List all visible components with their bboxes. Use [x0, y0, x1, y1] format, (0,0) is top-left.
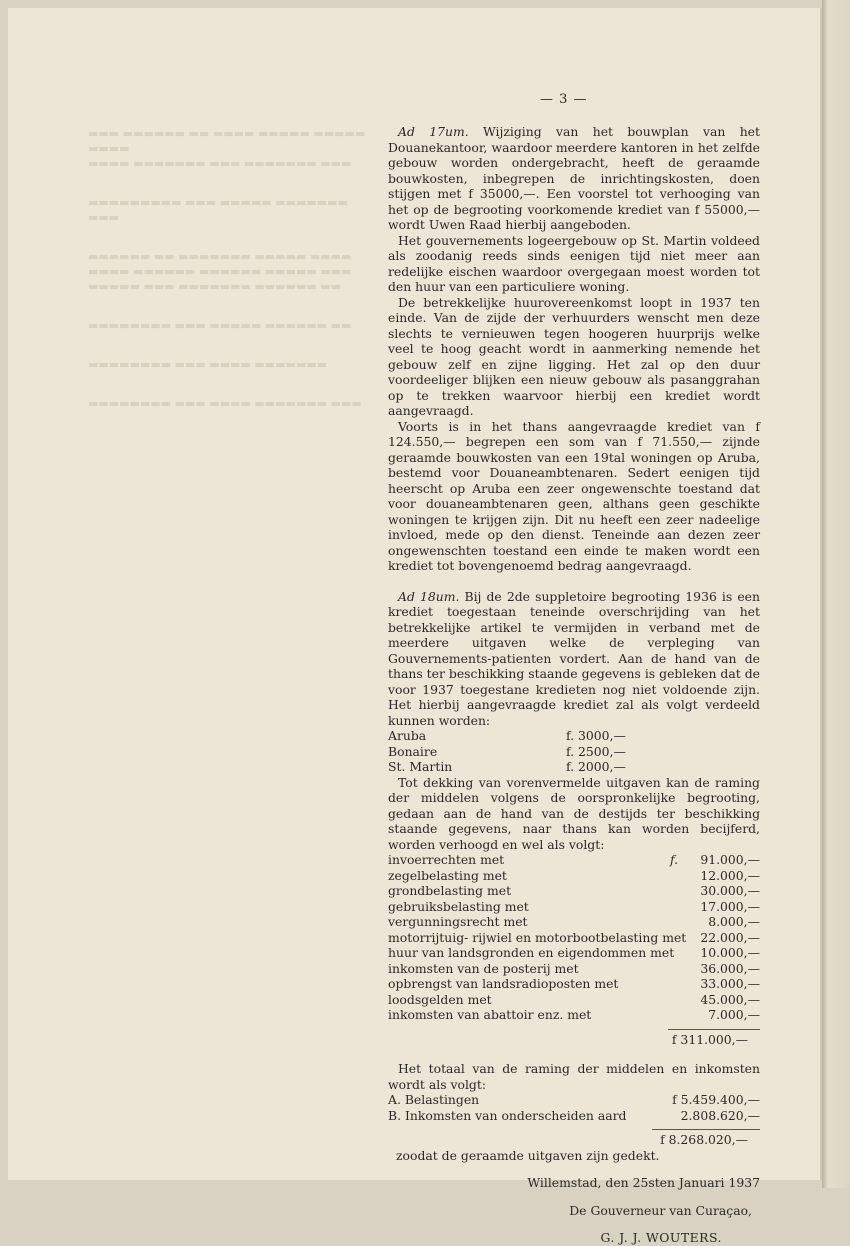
table-row	[388, 744, 760, 760]
paragraph-aruba-woningen: Voorts is in het thans aangevraagde krediet van f 124.550,— begrepen een som van f 71.550,— zijnde geraamde bouwkosten van een 19tal woningen op Aruba, bestemd voor Douaneambtenaren. Sedert eenigen tijd heerscht op Aruba een zeer ongewenschte toestand dat voor douaneambtenaren geen, althans geen geschikte woningen te krijgen zijn. Dit nu heeft een zeer nadeelige invloed, mede op den dienst. Teneinde aan dezen zeer ongewenschten toestand een einde te maken wordt een krediet tot bovengenoemd bedrag aangevraagd.	[388, 418, 760, 573]
island-name: Bonaire	[388, 743, 438, 759]
signer-name: G. J. J. WOUTERS.	[600, 1230, 722, 1245]
revenue-label: inkomsten van abattoir enz. met	[388, 1007, 592, 1022]
revenue-amount: 36.000,—	[700, 960, 760, 976]
currency-sign: f.	[670, 852, 679, 867]
island-amount: f. 2000,—	[566, 759, 626, 774]
sum-rule	[652, 1129, 760, 1130]
island-allocation-table	[388, 728, 760, 775]
total-amount: 2.808.620,—	[680, 1107, 760, 1123]
island-name: St. Martin	[388, 759, 453, 774]
revenue-label: vergunningsrecht met	[388, 914, 528, 929]
table-row	[388, 868, 760, 884]
island-amount: f. 2500,—	[566, 743, 626, 759]
sum-rule	[668, 1029, 760, 1030]
table-row	[388, 992, 760, 1008]
revenue-amount: 91.000,—	[700, 852, 760, 867]
revenue-amount: 30.000,—	[700, 883, 760, 898]
total-label: B. Inkomsten van onderscheiden aard	[388, 1107, 627, 1123]
paragraph-totaal: Het totaal van de raming der middelen en inkomsten wordt als volgt:	[388, 1061, 760, 1092]
paragraph-text: Bij de 2de suppletoire begrooting 1936 is een krediet toegestaan teneinde overschrijding van het betrekkelijke artikel te vermijden in verband met de meerdere uitgaven welke de verpleging van Gouvernements-patienten vordert. Aan de hand van de thans ter beschikking staande gegevens is gebleken dat de voor 1937 toegestane kredieten nog niet voldoende zijn. Het hierbij aangevraagde krediet zal als volgt verdeeld kunnen worden:	[388, 588, 760, 728]
paragraph-dekking: Tot dekking van vorenvermelde uitgaven kan de raming der middelen volgens de oorspronkelijke begrooting, gedaan aan de hand van de destijds ter beschikking staande gegevens, naar thans kan worden becijferd, worden verhoogd en wel als volgt:	[388, 774, 760, 852]
table-row	[388, 852, 760, 868]
paragraph-logeergebouw: Het gouvernements logeergebouw op St. Martin voldeed als zoodanig reeds sinds eenigen tijd niet meer aan redelijke eischen waardoor overgegaan moest worden tot den huur van een particuliere woning.	[388, 232, 760, 294]
table-row	[388, 1108, 760, 1124]
paragraph-text: Wijziging van het bouwplan van het Douanekantoor, waardoor meerdere kantoren in het zelfde gebouw worden ondergebracht, heeft de geraamde bouwkosten, inbegrepen de inrichtingskosten, doen stijgen met f 35000,—. Een voorstel tot verhooging van het op de begrooting voorkomende krediet van f 55000,— wordt Uwen Raad hierbij aangeboden.	[388, 124, 760, 232]
table-row	[388, 976, 760, 992]
revenue-amount: 45.000,—	[700, 991, 760, 1007]
table-row	[388, 1092, 760, 1108]
revenue-table	[388, 852, 760, 1023]
place-date: Willemstad, den 25sten Januari 1937	[527, 1175, 760, 1190]
closing-line: zoodat de geraamde uitgaven zijn gedekt.	[396, 1147, 660, 1163]
table-row	[388, 883, 760, 899]
signer-title: De Gouverneur van Curaçao,	[569, 1202, 752, 1218]
revenue-amount: 10.000,—	[700, 945, 760, 960]
revenue-label: opbrengst van landsradioposten met	[388, 976, 619, 991]
table-row	[388, 1007, 760, 1023]
table-row	[388, 914, 760, 930]
total-label: A. Belastingen	[388, 1092, 480, 1107]
table-row	[388, 961, 760, 977]
revenue-amount: 8.000,—	[708, 914, 760, 929]
revenue-total: f 311.000,—	[671, 1031, 748, 1047]
table-row	[388, 728, 760, 744]
revenue-label: invoerrechten met	[388, 852, 505, 867]
island-amount: f. 3000,—	[566, 728, 626, 743]
table-row	[388, 945, 760, 961]
paragraph-18um	[388, 589, 760, 729]
revenue-amount: 33.000,—	[700, 976, 760, 991]
revenue-label: gebruiksbelasting met	[388, 898, 529, 914]
revenue-label: inkomsten van de posterij met	[388, 960, 579, 976]
total-amount: f 5.459.400,—	[672, 1092, 760, 1107]
table-row	[388, 759, 760, 775]
island-name: Aruba	[388, 728, 427, 743]
revenue-label: grondbelasting met	[388, 883, 512, 898]
revenue-label: huur van landsgronden en eigendommen met	[388, 945, 675, 960]
totals-table	[388, 1092, 760, 1123]
paragraph-17um	[388, 124, 760, 233]
revenue-label: motorrijtuig- rijwiel en motorbootbelasting met	[388, 929, 687, 945]
revenue-label: zegelbelasting met	[388, 867, 507, 883]
paragraph-lead: Ad 18um.	[398, 588, 460, 604]
table-row	[388, 930, 760, 946]
revenue-amount: 7.000,—	[708, 1007, 760, 1022]
bleed-through-text: ▬▬▬ ▬▬▬▬▬▬ ▬▬ ▬▬▬▬ ▬▬▬▬▬ ▬▬▬▬▬ ▬▬▬▬ ▬▬▬▬ ▬▬▬▬▬▬▬ ▬▬▬ ▬▬▬▬▬▬▬ ▬▬▬ ▬▬▬▬▬▬▬▬▬ ▬▬▬ ▬▬▬▬▬ ▬▬▬▬▬▬▬ ▬▬▬ ▬▬▬▬▬▬ ▬▬ ▬▬▬▬▬▬▬ ▬▬▬▬▬ ▬▬▬▬ ▬▬▬▬ ▬▬▬▬▬▬ ▬▬▬▬▬▬ ▬▬▬▬▬ ▬▬▬ ▬▬▬▬▬ ▬▬▬ ▬▬▬▬▬▬▬ ▬▬▬▬▬▬ ▬▬ ▬▬▬▬▬▬▬▬ ▬▬▬ ▬▬▬▬▬ ▬▬▬▬▬▬ ▬▬ ▬▬▬▬▬▬▬▬ ▬▬▬ ▬▬▬▬ ▬▬▬▬▬▬▬ ▬▬▬▬▬▬▬▬ ▬▬▬ ▬▬▬▬ ▬▬▬▬▬▬▬ ▬▬▬	[88, 127, 366, 410]
revenue-label: loodsgelden met	[388, 991, 492, 1007]
table-row	[388, 899, 760, 915]
revenue-amount: 17.000,—	[700, 898, 760, 914]
page-number: — 3 —	[540, 92, 588, 107]
revenue-amount: 12.000,—	[700, 867, 760, 883]
text-column	[388, 124, 760, 1246]
paragraph-huurovereenkomst: De betrekkelijke huurovereenkomst loopt in 1937 ten einde. Van de zijde der verhuurders wenscht men deze slechts te vernieuwen tegen hoogeren huurprijs welke veel te hoog geacht wordt in aanmerking nemende het gebouw zelf en zijne ligging. Het zal op den duur voordeeliger blijken een nieuw gebouw als pasanggrahan op te trekken waarvoor hierbij een krediet wordt aangevraagd.	[388, 294, 760, 418]
revenue-amount: 22.000,—	[700, 929, 760, 945]
paragraph-lead: Ad 17um.	[398, 124, 469, 139]
grand-total: f 8.268.020,—	[660, 1132, 748, 1147]
page-edge	[822, 0, 850, 1188]
